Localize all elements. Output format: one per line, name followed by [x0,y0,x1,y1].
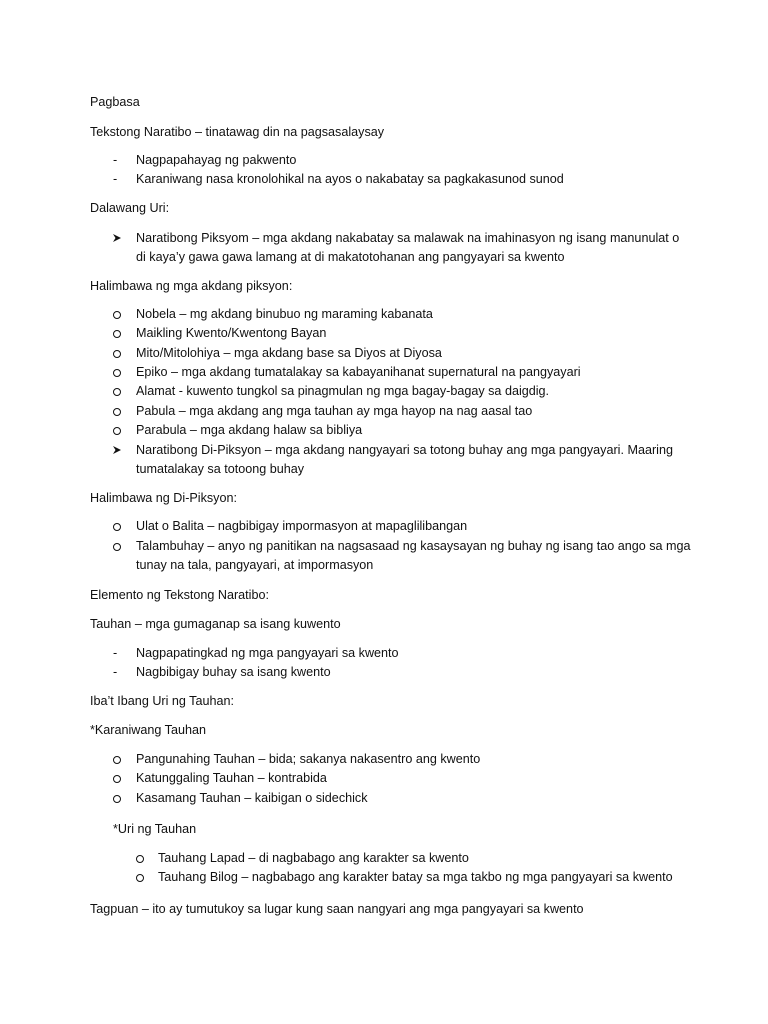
nonfiction-example-cont: tunay na tala, pangyayari, at impormasyon [136,558,374,572]
dash-bullet: - [113,172,118,186]
dash-bullet: - [113,153,118,167]
nonfiction-description-cont: tumatalakay sa totoong buhay [136,462,305,476]
nonfiction-example: Talambuhay – anyo ng panitikan na nagsasaad ng kasaysayan ng buhay ng isang tao ango sa mga [136,539,691,553]
tauhan-trait: Nagbibigay buhay sa isang kwento [136,665,331,679]
character-kind: Tauhang Bilog – nagbabago ang karakter batay sa mga takbo ng mga pangyayari sa kwento [158,870,673,884]
common-character: Kasamang Tauhan – kaibigan o sidechick [136,791,368,805]
circle-bullet [113,523,121,531]
tauhan-definition: Tauhan – mga gumaganap sa isang kuwento [90,617,341,631]
fiction-description: Naratibong Piksyom – mga akdang nakabatay sa malawak na imahinasyon ng isang manunulat o [136,231,680,245]
circle-bullet [113,350,121,358]
narrative-trait: Karaniwang nasa kronolohikal na ayos o nakabatay sa pagkakasunod sunod [136,172,564,186]
circle-bullet [113,311,121,319]
fiction-example: Alamat - kuwento tungkol sa pinagmulan ng mga bagay-bagay sa daigdig. [136,384,550,398]
fiction-example: Epiko – mga akdang tumatalakay sa kabayanihanat supernatural na pangyayari [136,365,581,379]
narrative-definition: Tekstong Naratibo – tinatawag din na pagsasalaysay [90,125,385,139]
circle-bullet [113,427,121,435]
document-heading: Pagbasa [90,95,140,109]
fiction-examples-heading: Halimbawa ng mga akdang piksyon: [90,279,293,293]
circle-bullet [113,795,121,803]
fiction-example: Pabula – mga akdang ang mga tauhan ay mga hayop na nag aasal tao [136,404,533,418]
fiction-description-cont: di kaya’y gawa gawa lamang at di makatotohanan ang pangyayari sa kwento [136,250,565,264]
circle-bullet [113,408,121,416]
types-heading: Dalawang Uri: [90,201,170,215]
character-kind: Tauhang Lapad – di nagbabago ang karakter sa kwento [158,851,469,865]
fiction-example: Parabula – mga akdang halaw sa bibliya [136,423,363,437]
arrow-bullet-icon [112,233,122,243]
circle-bullet [113,543,121,551]
common-character: Pangunahing Tauhan – bida; sakanya nakasentro ang kwento [136,752,481,766]
fiction-example: Mito/Mitolohiya – mga akdang base sa Diyos at Diyosa [136,346,442,360]
character-kinds-heading: *Uri ng Tauhan [113,822,197,836]
circle-bullet [113,775,121,783]
common-characters-heading: *Karaniwang Tauhan [90,723,206,737]
narrative-trait: Nagpapahayag ng pakwento [136,153,297,167]
circle-bullet [136,874,144,882]
tauhan-trait: Nagpapatingkad ng mga pangyayari sa kwento [136,646,399,660]
fiction-example: Nobela – mg akdang binubuo ng maraming kabanata [136,307,433,321]
circle-bullet [136,855,144,863]
circle-bullet [113,388,121,396]
arrow-bullet-icon [112,445,122,455]
dash-bullet: - [113,646,118,660]
circle-bullet [113,756,121,764]
dash-bullet: - [113,665,118,679]
nonfiction-description: Naratibong Di-Piksyon – mga akdang nangyayari sa totong buhay ang mga pangyayari. Maaring [136,443,673,457]
nonfiction-example: Ulat o Balita – nagbibigay impormasyon at mapaglilibangan [136,519,468,533]
nonfiction-examples-heading: Halimbawa ng Di-Piksyon: [90,491,237,505]
circle-bullet [113,330,121,338]
common-character: Katunggaling Tauhan – kontrabida [136,771,327,785]
character-types-heading: Iba’t Ibang Uri ng Tauhan: [90,694,234,708]
tagpuan-definition: Tagpuan – ito ay tumutukoy sa lugar kung saan nangyari ang mga pangyayari sa kwento [90,902,584,916]
fiction-example: Maikling Kwento/Kwentong Bayan [136,326,327,340]
elements-heading: Elemento ng Tekstong Naratibo: [90,588,269,602]
circle-bullet [113,369,121,377]
